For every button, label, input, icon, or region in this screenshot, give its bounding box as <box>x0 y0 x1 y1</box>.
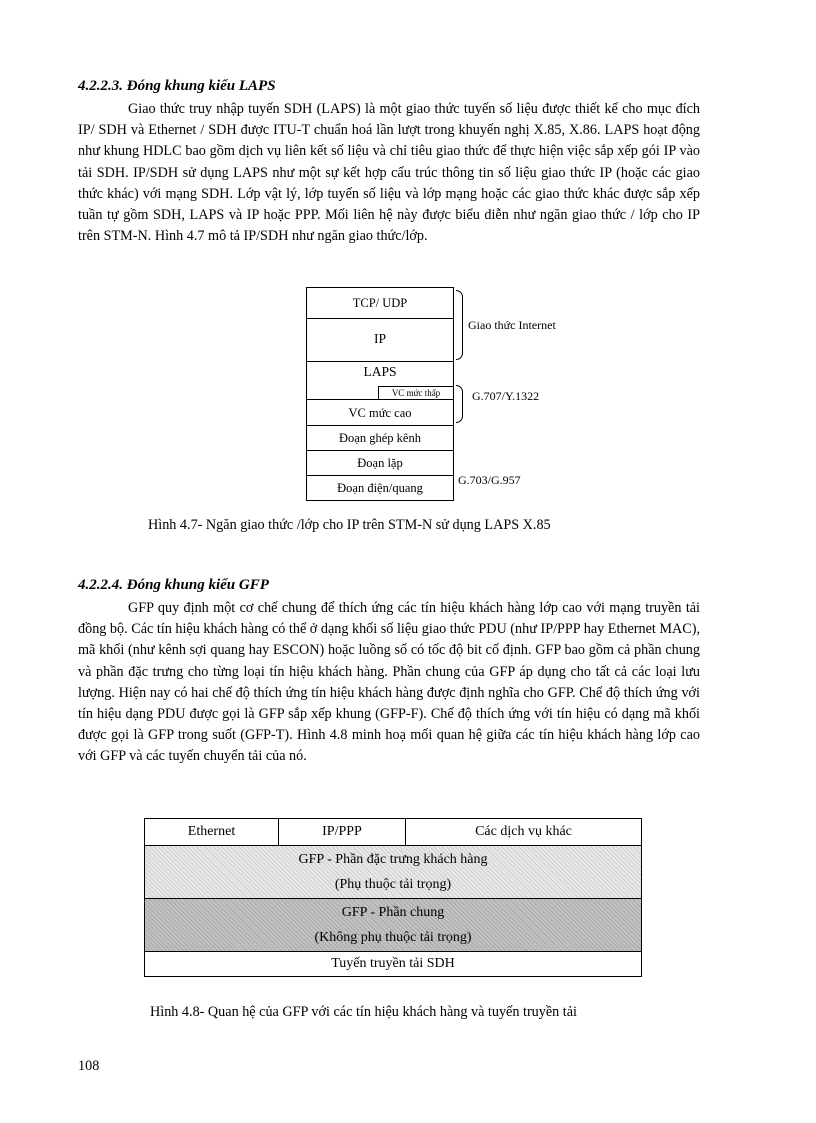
gfp-paragraph: GFP quy định một cơ chế chung để thích ứng các tín hiệu khách hàng lớp cao với mạng truyền tải đồng bộ. Các tín hiệu khách hàng có thể ở dạng khối số liệu giao thức PDU (như IP/PPP hay Ethernet MAC), mã khối (như kênh sợi quang hay ESCON) hoặc luồng số có tốc độ bit cố định. GFP bao gồm cả phần chung và phần đặc trưng cho từng loại tín hiệu khách hàng. Phần chung của GFP áp dụng cho tất cả các loại lưu lượng. Hiện nay có hai chế độ thích ứng tín hiệu khách hàng được định nghĩa cho GFP. Chế độ thích ứng với tín hiệu dạng PDU được gọi là GFP sắp xếp khung (GFP-F). Chế độ thích ứng với tín hiệu có dạng mã khối được gọi là GFP trong suốt (GFP-T). Hình 4.8 minh hoạ mối quan hệ giữa các tín hiệu khách hàng lớp cao với GFP và các tuyến chuyển tải của nó. <box>78 600 700 765</box>
layer-tcp-udp: TCP/ UDP <box>352 296 408 310</box>
label-g703: G.703/G.957 <box>458 473 521 487</box>
figure-4-7-caption: Hình 4.7- Ngăn giao thức /lớp cho IP trên STM-N sử dụng LAPS X.85 <box>148 517 551 533</box>
layer-laps-group <box>307 361 453 399</box>
laps-paragraph: Giao thức truy nhập tuyến SDH (LAPS) là một giao thức tuyến số liệu được thiết kế cho mục đích IP/ SDH và Ethernet / SDH được ITU-T chuẩn hoá lần lượt trong khuyến nghị X.85, X.86. LAPS hoạt động như khung HDLC bao gồm dịch vụ liên kết số liệu và chỉ tiêu giao thức để thực hiện việc sắp xếp gói IP vào tải SDH. IP/SDH sử dụng LAPS như một sự kết hợp cấu trúc thông tin số liệu giao thức IP (hoặc các giao thức khác) với mạng SDH. Lớp vật lý, lớp tuyến số liệu và lớp mạng hoặc các giao thức khác được sắp xếp tuần tự gồm SDH, LAPS và IP hoặc PPP. Mối liên hệ này được biểu diễn như ngăn giao thức / lớp cho IP trên STM-N. Hình 4.7 mô tả IP/SDH như ngăn giao thức/lớp. <box>78 101 700 245</box>
gfp-common-title: GFP - Phần chung <box>341 905 445 920</box>
client-ethernet: Ethernet <box>145 819 279 846</box>
client-other-services: Các dịch vụ khác <box>406 819 642 846</box>
section-heading-laps: 4.2.2.3. Đóng khung kiểu LAPS <box>78 78 276 94</box>
brace-internet <box>456 290 463 360</box>
gfp-client-specific-note: (Phụ thuộc tải trọng) <box>334 877 452 892</box>
figure-4-8-caption: Hình 4.8- Quan hệ của GFP với các tín hiệu khách hàng và tuyến truyền tải <box>150 1004 577 1020</box>
layer-vc-low: VC mức thấp <box>378 386 453 399</box>
layer-vc-high: VC mức cao <box>307 399 453 425</box>
brace-g707 <box>456 385 463 423</box>
gfp-common <box>145 899 642 952</box>
gfp-client-specific <box>145 846 642 899</box>
layer-electrical-optical-section: Đoạn điện/quang <box>307 475 453 500</box>
section-heading-gfp: 4.2.2.4. Đóng khung kiểu GFP <box>78 577 269 593</box>
client-ip-ppp: IP/PPP <box>279 819 406 846</box>
page-number: 108 <box>78 1058 100 1074</box>
layer-ip: IP <box>307 318 453 361</box>
layer-multiplex-section: Đoạn ghép kênh <box>307 425 453 450</box>
layer-laps: LAPS <box>363 364 397 379</box>
label-g707: G.707/Y.1322 <box>472 389 540 403</box>
protocol-stack <box>306 287 454 501</box>
label-internet-protocols: Giao thức Internet <box>468 318 556 332</box>
layer-regenerator-section: Đoạn lặp <box>307 450 453 475</box>
figure-4-8 <box>144 818 642 977</box>
gfp-common-note: (Không phụ thuộc tải trọng) <box>314 930 472 945</box>
sdh-transport-path: Tuyến truyền tải SDH <box>145 952 642 977</box>
gfp-client-specific-title: GFP - Phần đặc trưng khách hàng <box>298 852 488 867</box>
